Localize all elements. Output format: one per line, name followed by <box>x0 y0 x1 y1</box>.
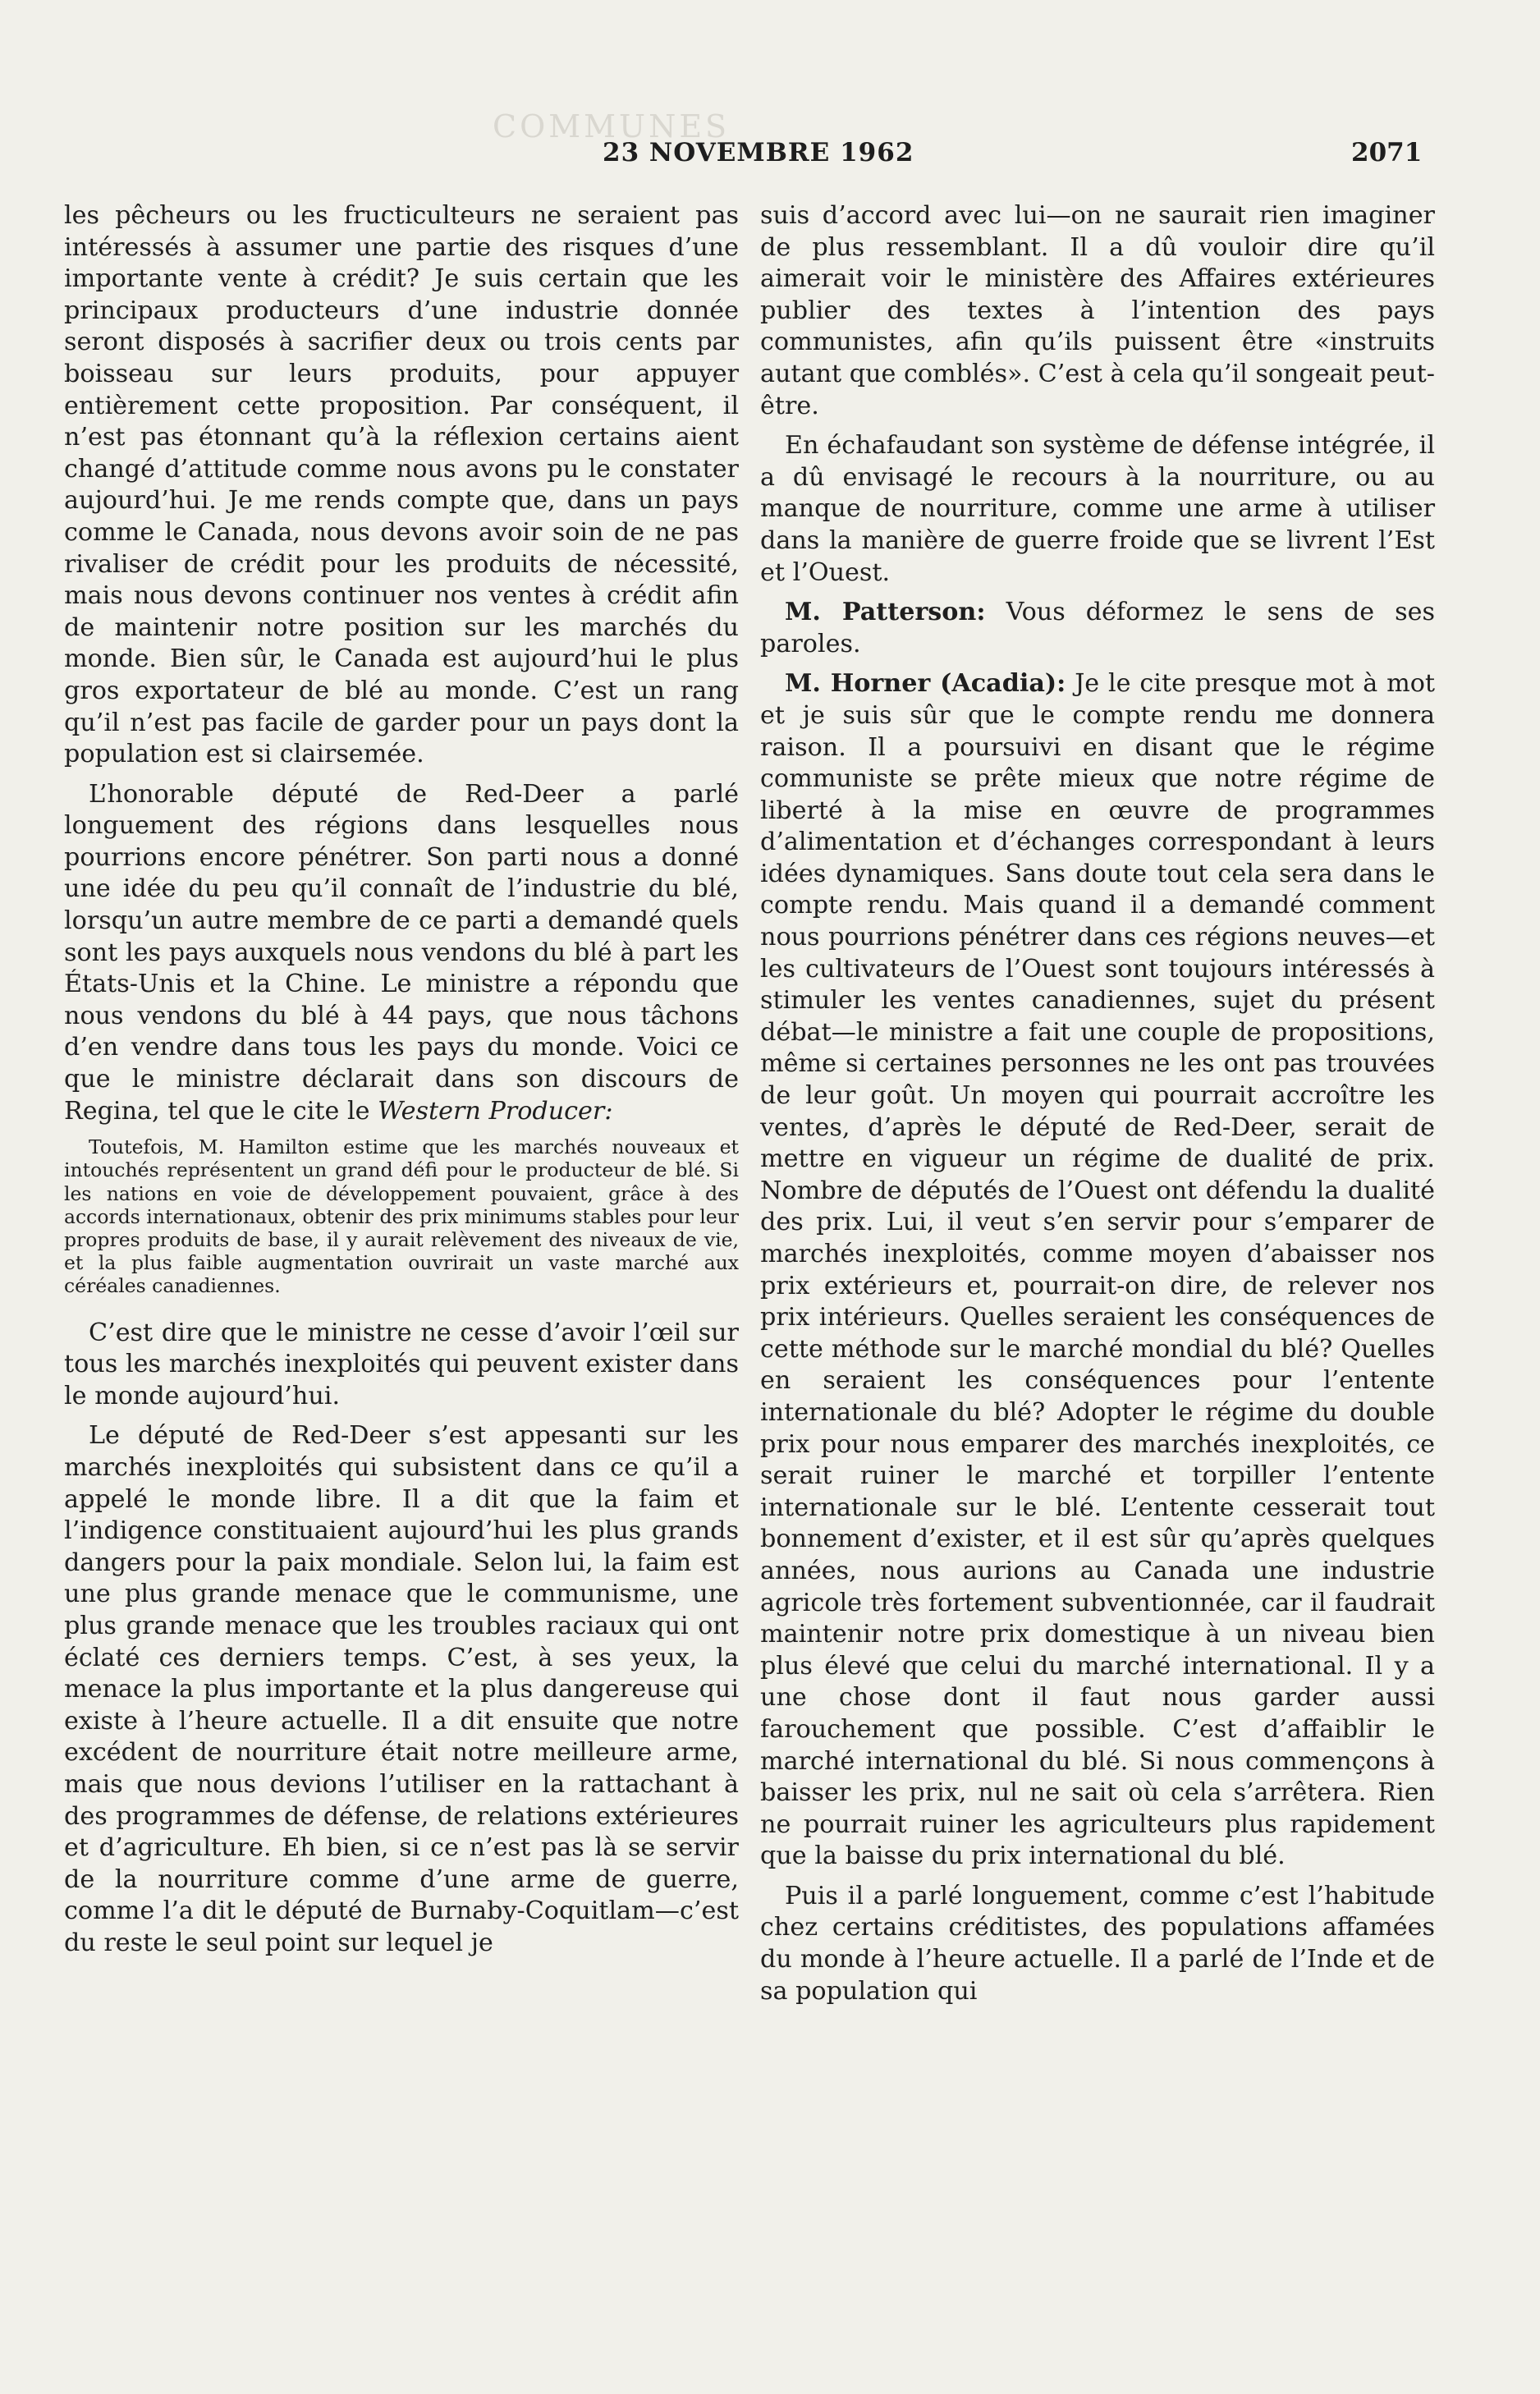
paragraph: C’est dire que le ministre ne cesse d’avoir l’œil sur tous les marchés inexploités qui peuvent exister dans le monde aujourd’hui. <box>64 1318 739 1410</box>
paragraph-text: Je le cite presque mot à mot et je suis sûr que le compte rendu me donnera raison. Il a poursuivi en disant que le régime communiste se prête mieux que notre régime de liberté à la mise en œuvre de programmes d’alimentation et d’échanges correspondant à leurs idées dynamiques. Sans doute tout cela sera dans le compte rendu. Mais quand il a demandé comment nous pourrions pénétrer dans ces régions neuves—et les cultivateurs de l’Ouest sont toujours intéressés à stimuler les ventes canadiennes, sujet du présent débat—le ministre a fait une couple de propositions, même si certaines personnes ne les ont pas trouvées de leur goût. Un moyen qui pourrait accroître les ventes, d’après le député de Red-Deer, serait de mettre en vigueur un régime de dualité de prix. Nombre de députés de l’Ouest ont défendu la dualité des prix. Lui, il veut s’en servir pour s’emparer de marchés inexploités, comme moyen d’abaisser nos prix extérieurs et, pourrait-on dire, de relever nos prix intérieurs. Quelles seraient les conséquences de cette méthode sur le marché mondial du blé? Quelles en seraient les conséquences pour l’entente internationale du blé? Adopter le régime du double prix pour nous emparer des marchés inexploités, ce serait ruiner le marché et torpiller l’entente internationale sur le blé. L’entente cesserait tout bonnement d’exister, et il est sûr qu’après quelques années, nous aurions au Canada une industrie agricole très fortement subventionnée, car il faudrait maintenir notre prix domestique à un niveau bien plus élevé que celui du marché international. Il y a une chose dont il faut nous garder aussi farouchement que possible. C’est d’affaiblir le marché international du blé. Si nous commençons à baisser les prix, nul ne sait où cela s’arrêtera. Rien ne pourrait ruiner les agriculteurs plus rapidement que la baisse du prix international du blé. <box>760 669 1435 1871</box>
paragraph <box>64 779 739 1128</box>
paragraph: suis d’accord avec lui—on ne saurait rien imaginer de plus ressemblant. Il a dû vouloir dire qu’il aimerait voir le ministère des Affaires extérieures publier des textes à l’intention des pays communistes, afin qu’ils puissent être «instruits autant que comblés». C’est à cela qu’il songeait peut-être. <box>760 201 1435 420</box>
paragraph: Le député de Red-Deer s’est appesanti sur les marchés inexploités qui subsistent dans ce qu’il a appelé le monde libre. Il a dit que la faim et l’indigence constituaient aujourd’hui les plus grands dangers pour la paix mondiale. Selon lui, la faim est une plus grande menace que le communisme, une plus grande menace que les troubles raciaux qui ont éclaté ces derniers temps. C’est, à ses yeux, la menace la plus importante et la plus dangereuse qui existe à l’heure actuelle. Il a dit ensuite que notre excédent de nourriture était notre meilleure arme, mais que nous devions l’utiliser en la rattachant à des programmes de défense, de relations extérieures et d’agriculture. Eh bien, si ce n’est pas là se servir de la nourriture comme d’une arme de guerre, comme l’a dit le député de Burnaby-Coquitlam—c’est du reste le seul point sur lequel je <box>64 1421 739 1957</box>
page-header-date: 23 NOVEMBRE 1962 <box>603 138 914 167</box>
paragraph-text: L’honorable député de Red-Deer a parlé longuement des régions dans lesquelles nous pourrions encore pénétrer. Son parti nous a donné une idée du peu qu’il connaît de l’industrie du blé, lorsqu’un autre membre de ce parti a demandé quels sont les pays auxquels nous vendons du blé à part les États-Unis et la Chine. Le ministre a répondu que nous vendons du blé à 44 pays, que nous tâchons d’en vendre dans tous les pays du monde. Voici ce que le ministre déclarait dans son discours de Regina, tel que le cite le <box>64 779 739 1126</box>
page-number: 2071 <box>1351 138 1423 167</box>
speaker-name: M. Horner (Acadia): <box>785 669 1066 699</box>
right-column <box>760 200 1435 2016</box>
block-quote: Toutefois, M. Hamilton estime que les marchés nouveaux et intouchés représentent un grand défi pour le producteur de blé. Si les nations en voie de développement pouvaient, grâce à des accords internationaux, obtenir des prix minimums stables pour leur propres produits de base, il y aurait relèvement des niveaux de vie, et la plus faible augmentation ouvrirait un vaste marché aux céréales canadiennes. <box>64 1135 739 1298</box>
paragraph <box>760 668 1435 1873</box>
paragraph: En échafaudant son système de défense intégrée, il a dû envisagé le recours à la nourriture, ou au manque de nourriture, comme une arme à utiliser dans la manière de guerre froide que se livrent l’Est et l’Ouest. <box>760 431 1435 587</box>
publication-title: Western Producer: <box>378 1096 613 1126</box>
paragraph: Puis il a parlé longuement, comme c’est l’habitude chez certains créditistes, des populations affamées du monde à l’heure actuelle. Il a parlé de l’Inde et de sa population qui <box>760 1881 1435 2006</box>
left-column <box>64 200 739 1968</box>
bleed-through-text: COMMUNES <box>493 108 731 144</box>
paragraph: les pêcheurs ou les fructiculteurs ne seraient pas intéressés à assumer une partie des risques d’une importante vente à crédit? Je suis certain que les principaux producteurs d’une industrie donnée seront disposés à sacrifier deux ou trois cents par boisseau sur leurs produits, pour appuyer entièrement cette proposition. Par conséquent, il n’est pas étonnant qu’à la réflexion certains aient changé d’attitude comme nous avons pu le constater aujourd’hui. Je me rends compte que, dans un pays comme le Canada, nous devons avoir soin de ne pas rivaliser de crédit pour les produits de nécessité, mais nous devons continuer nos ventes à crédit afin de maintenir notre position sur les marchés du monde. Bien sûr, le Canada est aujourd’hui le plus gros exportateur de blé au monde. C’est un rang qu’il n’est pas facile de garder pour un pays dont la population est si clairsemée. <box>64 201 739 769</box>
paragraph <box>760 597 1435 660</box>
speaker-name: M. Patterson: <box>785 598 986 627</box>
paragraph-text: Vous déformez le sens de ses paroles. <box>760 598 1435 658</box>
